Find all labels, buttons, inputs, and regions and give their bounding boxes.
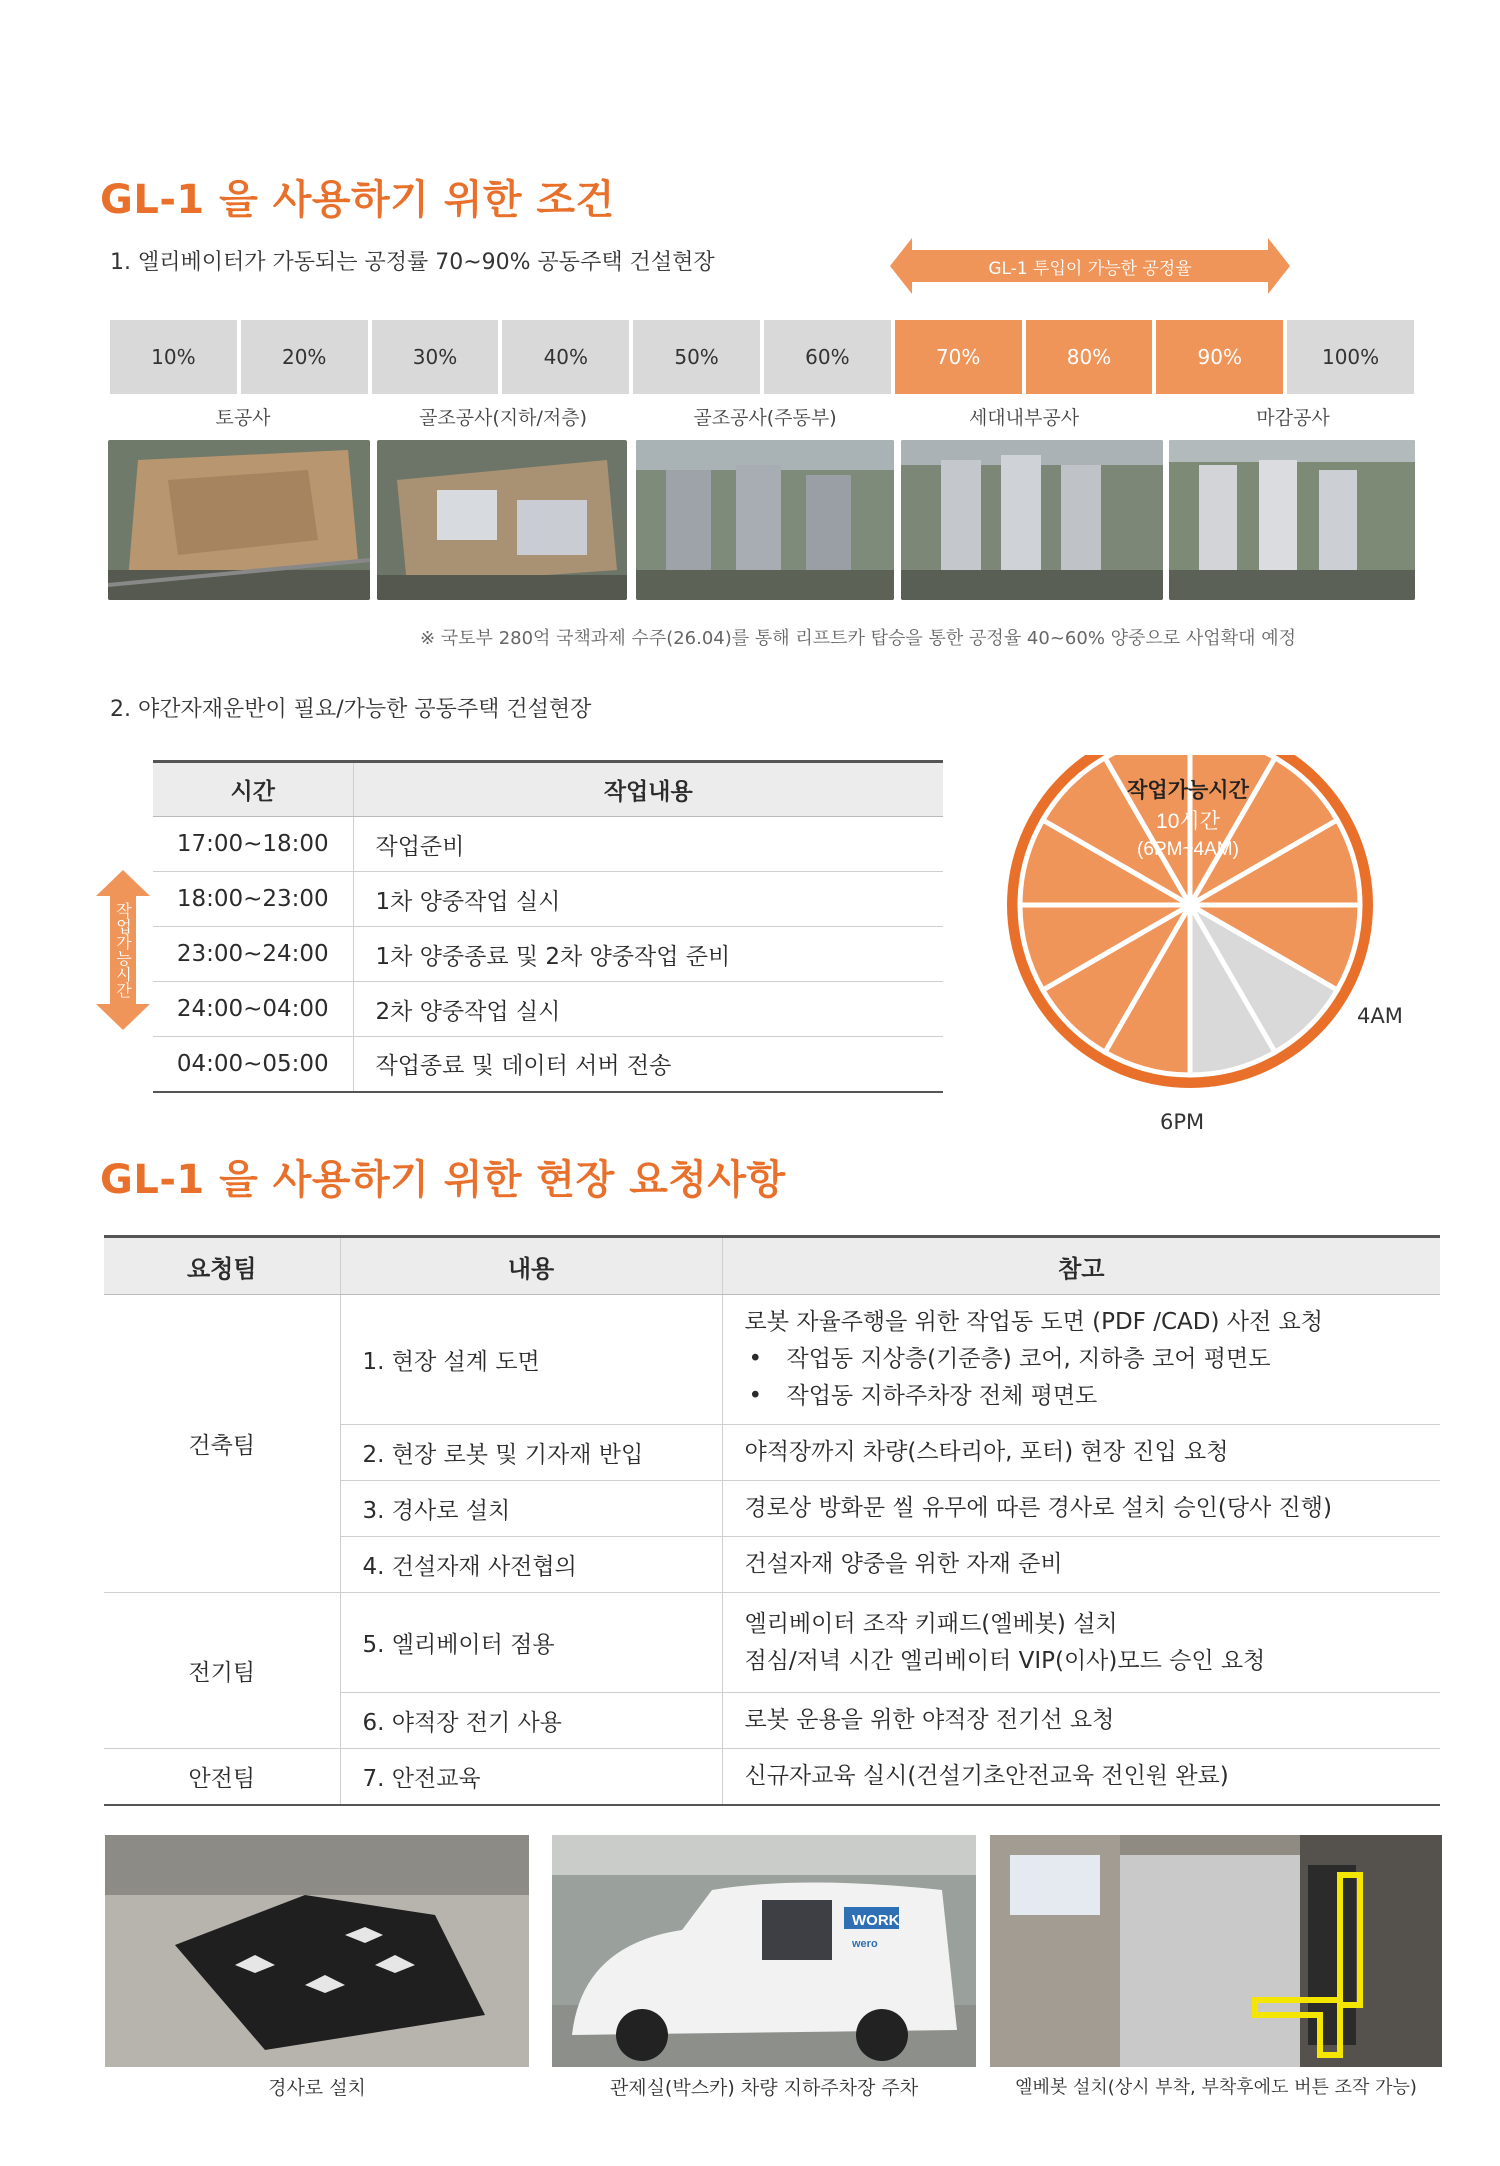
caption-ramp: 경사로 설치	[268, 2077, 366, 2099]
caption-elevator-bot: 엘베봇 설치(상시 부착, 부착후에도 버튼 조작 가능)	[1015, 2077, 1417, 2098]
ramp-photo	[105, 1835, 529, 2067]
schedule-time: 24:00~04:00	[153, 982, 353, 1037]
scale-cell: 20%	[241, 320, 368, 394]
request-item: 4. 건설자재 사전협의	[340, 1537, 722, 1593]
van-brand: wero	[852, 1938, 878, 1950]
request-item: 5. 엘리베이터 점용	[340, 1593, 722, 1693]
table-row	[153, 982, 943, 1037]
work-window-label: 작업가능시간	[113, 902, 133, 998]
request-item: 3. 경사로 설치	[340, 1481, 722, 1537]
table-row	[153, 817, 943, 872]
request-item: 1. 현장 설계 도면	[340, 1295, 722, 1425]
request-table	[104, 1235, 1440, 1806]
table-row	[104, 1593, 1440, 1693]
table-row	[104, 1749, 1440, 1805]
schedule-header-time: 시간	[153, 762, 353, 817]
req-header-ref: 참고	[722, 1237, 1440, 1295]
request-ref	[722, 1295, 1440, 1425]
finishing-photo	[1169, 440, 1415, 600]
scale-cell-active: 80%	[1026, 320, 1153, 394]
schedule-task: 1차 양중작업 실시	[353, 872, 943, 927]
request-ref: 건설자재 양중을 위한 자재 준비	[722, 1537, 1440, 1593]
schedule-table	[153, 760, 943, 1093]
ref-text: 로봇 자율주행을 위한 작업동 도면 (PDF /CAD) 사전 요청	[744, 1309, 1323, 1335]
deployable-range-label: GL-1 투입이 가능한 공정율	[988, 258, 1192, 279]
section1-title: GL-1 을 사용하기 위한 조건	[100, 177, 615, 223]
scale-cell: 10%	[110, 320, 237, 394]
interior-photo	[901, 440, 1163, 600]
scale-cell: 40%	[502, 320, 629, 394]
frame-main-photo	[636, 440, 894, 600]
ref-bullet: • 작업동 지상층(기준층) 코어, 지하층 코어 평면도	[748, 1346, 1271, 1372]
schedule-task: 2차 양중작업 실시	[353, 982, 943, 1037]
table-row	[153, 872, 943, 927]
ref-bullet: • 작업동 지하주차장 전체 평면도	[748, 1383, 1098, 1409]
request-ref: 신규자교육 실시(건설기초안전교육 전인원 완료)	[722, 1749, 1440, 1805]
control-van-photo	[552, 1835, 976, 2067]
scale-cell-active: 90%	[1156, 320, 1283, 394]
work-window-arrow	[92, 870, 154, 1030]
progress-scale	[110, 320, 1414, 394]
request-item: 7. 안전교육	[340, 1749, 722, 1805]
scale-cell: 60%	[764, 320, 891, 394]
scale-cell: 30%	[372, 320, 499, 394]
condition-item-2: 2. 야간자재운반이 필요/가능한 공동주택 건설현장	[110, 697, 592, 722]
clock-hours: 10시간	[1156, 810, 1220, 833]
schedule-time: 17:00~18:00	[153, 817, 353, 872]
scale-cell: 100%	[1287, 320, 1414, 394]
request-ref: 야적장까지 차량(스타리아, 포터) 현장 진입 요청	[722, 1425, 1440, 1481]
schedule-time: 18:00~23:00	[153, 872, 353, 927]
schedule-time: 23:00~24:00	[153, 927, 353, 982]
req-header-team: 요청팀	[104, 1237, 340, 1295]
req-header-content: 내용	[340, 1237, 722, 1295]
schedule-task: 작업종료 및 데이터 서버 전송	[353, 1037, 943, 1092]
schedule-header-task: 작업내용	[353, 762, 943, 817]
scale-cell: 50%	[633, 320, 760, 394]
team-electrical: 전기팀	[104, 1593, 340, 1749]
caption-van: 관제실(박스카) 차량 지하주차장 주차	[609, 2077, 919, 2099]
request-ref: 경로상 방화문 씰 유무에 따른 경사로 설치 승인(당사 진행)	[722, 1481, 1440, 1537]
project-note: ※ 국토부 280억 국책과제 수주(26.04)를 통해 리프트카 탑승을 통한 공정율 40~60% 양중으로 사업확대 예정	[420, 628, 1296, 649]
request-ref	[722, 1593, 1440, 1693]
request-item: 2. 현장 로봇 및 기자재 반입	[340, 1425, 722, 1481]
deployable-range-arrow	[890, 234, 1290, 298]
table-row	[153, 1037, 943, 1092]
clock-label-4am: 4AM	[1357, 1004, 1403, 1028]
section2-title: GL-1 을 사용하기 위한 현장 요청사항	[100, 1157, 786, 1203]
clock-title: 작업가능시간	[1127, 779, 1249, 802]
schedule-time: 04:00~05:00	[153, 1037, 353, 1092]
condition-item-1: 1. 엘리베이터가 가동되는 공정률 70~90% 공동주택 건설현장	[110, 250, 715, 275]
request-item: 6. 야적장 전기 사용	[340, 1693, 722, 1749]
clock-label-6pm: 6PM	[1160, 1110, 1205, 1134]
team-safety: 안전팀	[104, 1749, 340, 1805]
table-row	[153, 927, 943, 982]
stage-label: 골조공사(주동부)	[693, 407, 837, 429]
elevator-bot-photo	[990, 1835, 1442, 2067]
ref-bullet-text: 작업동 지하주차장 전체 평면도	[786, 1383, 1098, 1409]
work-time-clock	[1000, 755, 1390, 1155]
ref-text: 점심/저녁 시간 엘리베이터 VIP(이사)모드 승인 요청	[744, 1647, 1266, 1674]
clock-range: (6PM~4AM)	[1137, 839, 1239, 860]
van-logo: WORK	[852, 1912, 900, 1929]
stage-label: 골조공사(지하/저층)	[418, 407, 588, 429]
ref-bullet-text: 작업동 지상층(기준층) 코어, 지하층 코어 평면도	[786, 1346, 1271, 1372]
request-ref: 로봇 운용을 위한 야적장 전기선 요청	[722, 1693, 1440, 1749]
schedule-task: 1차 양중종료 및 2차 양중작업 준비	[353, 927, 943, 982]
stage-label: 세대내부공사	[968, 407, 1080, 429]
earthwork-photo	[108, 440, 370, 600]
frame-low-photo	[377, 440, 627, 600]
stage-label: 마감공사	[1256, 407, 1330, 429]
scale-cell-active: 70%	[895, 320, 1022, 394]
stage-label: 토공사	[215, 407, 271, 429]
table-row	[104, 1295, 1440, 1425]
ref-text: 엘리베이터 조작 키패드(엘베봇) 설치	[744, 1610, 1118, 1637]
team-architecture: 건축팀	[104, 1295, 340, 1593]
schedule-task: 작업준비	[353, 817, 943, 872]
